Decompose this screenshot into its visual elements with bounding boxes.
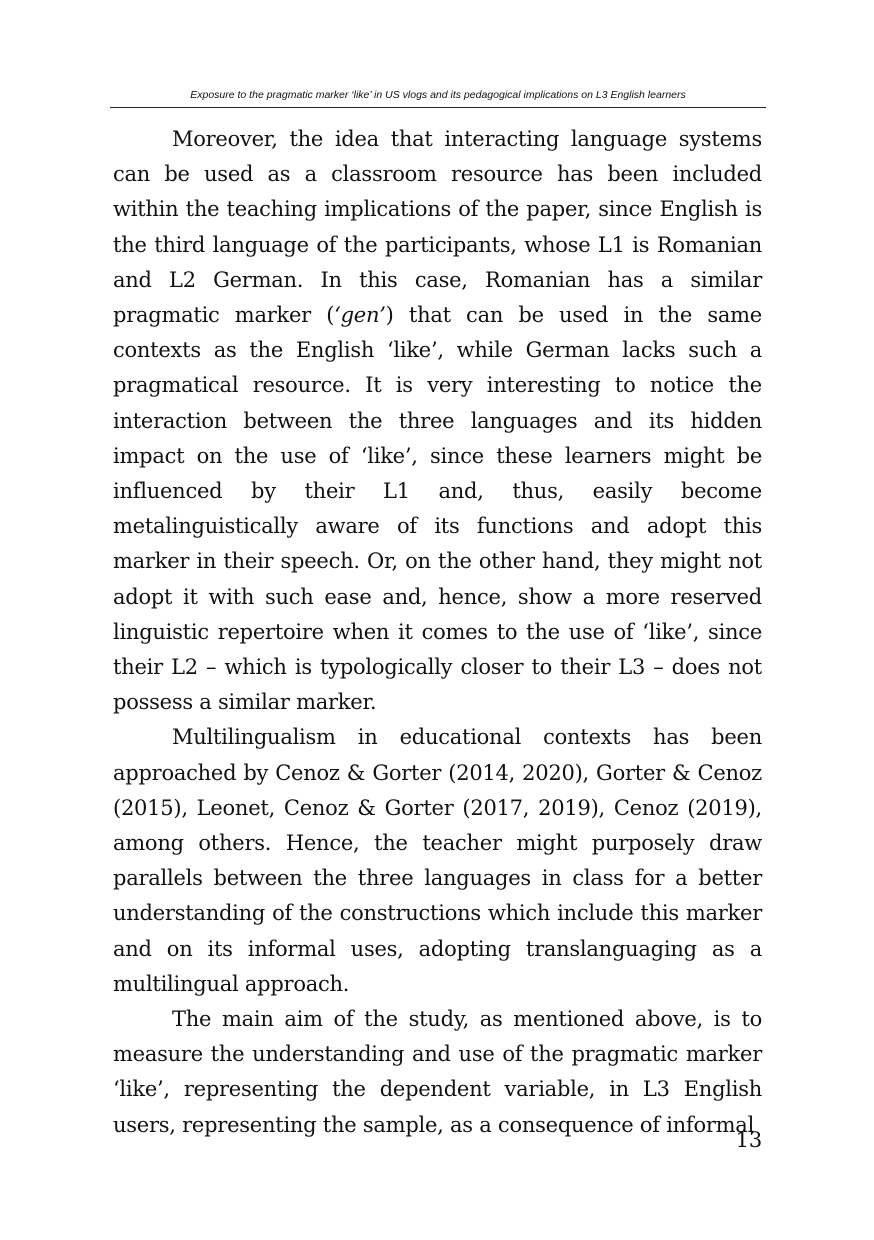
paragraph-1-text-a: Moreover, the idea that interacting language systems can be used as a classroom resource has been included within the teaching implications of the paper, since English is the third language of the participants, whose L1 is Romanian and L2 German. In this case, Romanian has a similar pragmatic marker (	[113, 127, 762, 328]
paragraph-2: Multilingualism in educational contexts has been approached by Cenoz & Gorter (2014, 2020), Gorter & Cenoz (2015), Leonet, Cenoz & Gorter (2017, 2019), Cenoz (2019), among others. Hence, the teacher might purposely draw parallels between the three languages in class for a better understanding of the constructions which include this marker and on its informal uses, adopting translanguaging as a multilingual approach.	[113, 725, 762, 996]
paragraph-1	[113, 122, 762, 720]
paragraph-1-emphasis: ‘gen’	[334, 303, 386, 328]
body-text	[113, 122, 762, 1143]
page-number: 13	[735, 1128, 762, 1152]
paragraph-3: The main aim of the study, as mentioned above, is to measure the understanding and use of the pragmatic marker ‘like’, representing the dependent variable, in L3 English users, representing the sample, as a consequence of informal	[113, 1007, 762, 1137]
running-header: Exposure to the pragmatic marker ‘like’ in US vlogs and its pedagogical implications on L3 English learners	[190, 89, 686, 101]
paragraph-1-text-b: ) that can be used in the same contexts as the English ‘like’, while German lacks such a pragmatical resource. It is very interesting to notice the interaction between the three languages and its hidden impact on the use of ‘like’, since these learners might be influenced by their L1 and, thus, easily become metalinguistically aware of its functions and adopt this marker in their speech. Or, on the other hand, they might not adopt it with such ease and, hence, show a more reserved linguistic repertoire when it comes to the use of ‘like’, since their L2 – which is typologically closer to their L3 – does not possess a similar marker.	[113, 303, 762, 715]
header-rule	[110, 107, 766, 108]
